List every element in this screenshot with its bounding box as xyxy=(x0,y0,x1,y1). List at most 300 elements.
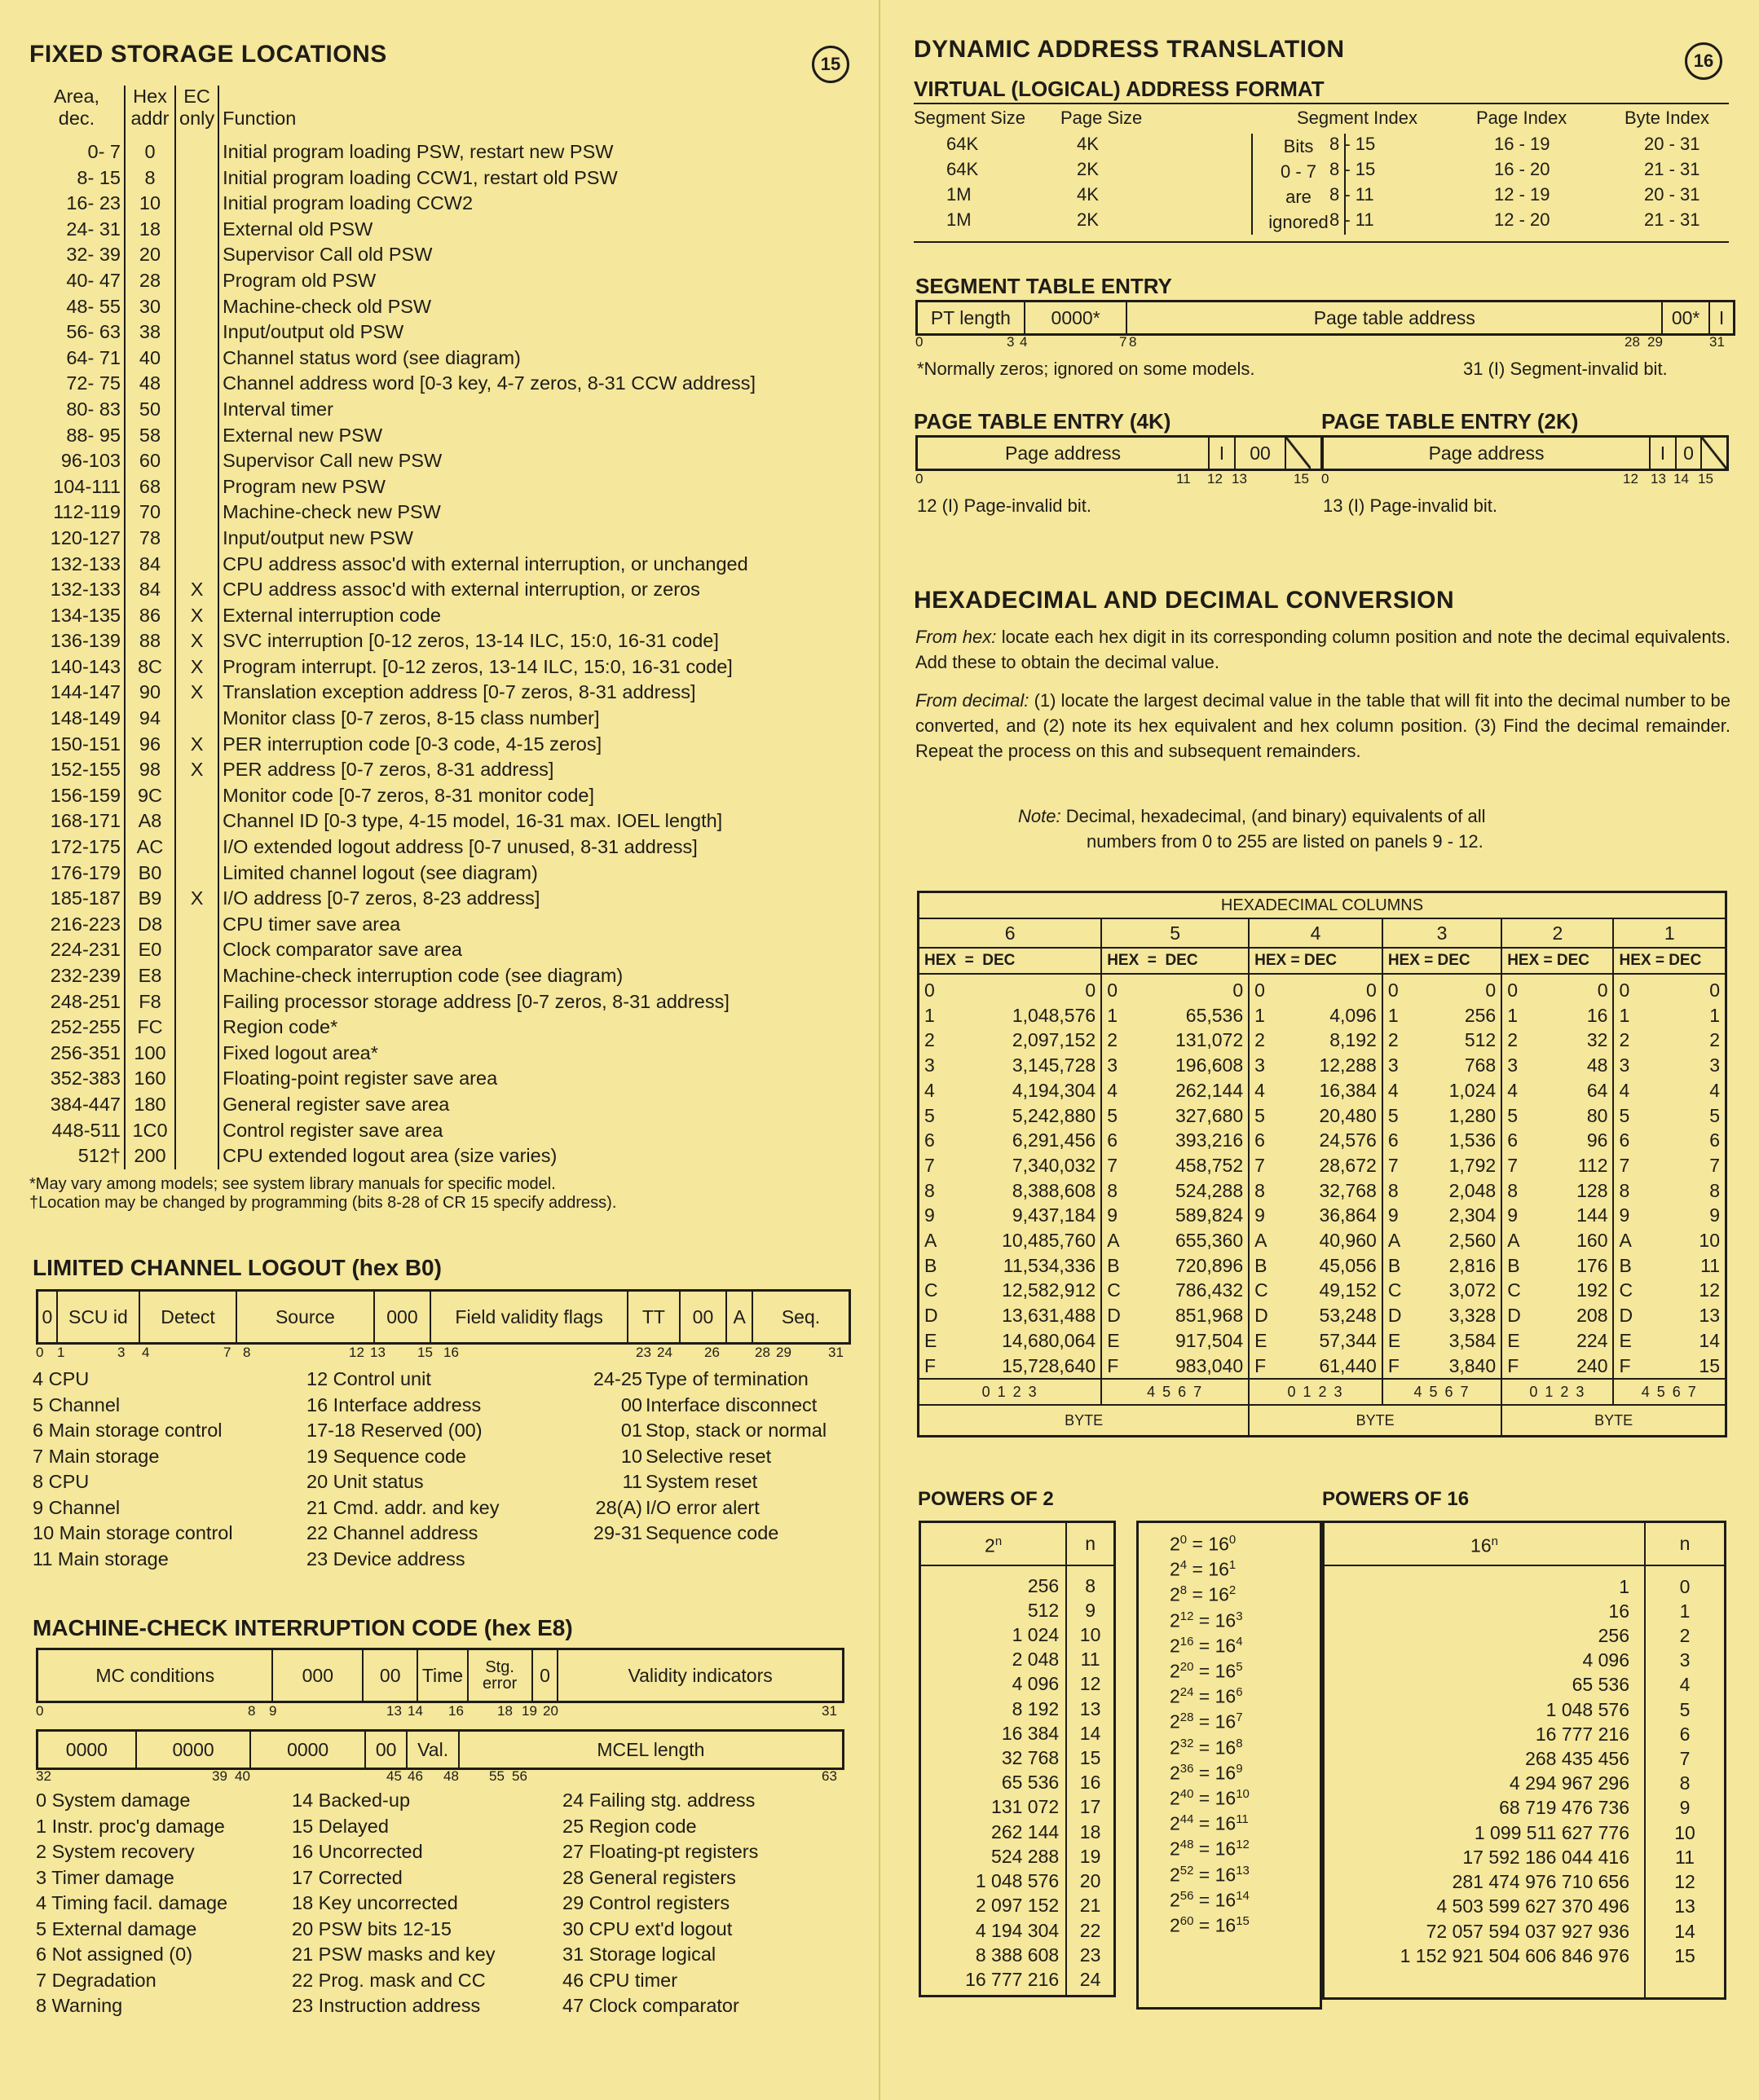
pow16-n: 2 xyxy=(1645,1623,1726,1648)
pte4-bit-numbers xyxy=(915,471,1318,487)
hex-sub-label: HEX = DEC xyxy=(919,948,1102,974)
pte2-field: Page address xyxy=(1324,438,1651,469)
pow-eq-row xyxy=(1170,1609,1243,1632)
hex-decimal: 0 xyxy=(1597,980,1608,1001)
pow-eq-exp16: 15 xyxy=(1236,1914,1250,1928)
ste-field: PT length xyxy=(918,302,1025,333)
fsl-function: Program old PSW xyxy=(223,269,377,291)
hex-decimal: 3,072 xyxy=(1448,1279,1497,1301)
fsl-ec: X xyxy=(175,603,218,629)
fsl-function: Monitor code [0-7 zeros, 8-31 monitor code] xyxy=(223,784,594,806)
fsl-row xyxy=(29,886,759,912)
hex-digit: 7 xyxy=(1249,1153,1290,1178)
fsl-row xyxy=(29,808,759,834)
fsl-area: 232-239 xyxy=(29,963,125,989)
pow16-n: 7 xyxy=(1645,1746,1726,1771)
pow2-row xyxy=(920,1598,1115,1622)
fsl-hex: 8C xyxy=(125,654,175,680)
vaf-cell: 1M xyxy=(946,209,972,230)
pow-eq-equals: = 16 xyxy=(1187,1584,1229,1606)
hex-digit: B xyxy=(1382,1253,1424,1279)
mc-col2-item: 15 Delayed xyxy=(292,1815,389,1837)
lcl-col3-code-item: 28(A) xyxy=(595,1496,642,1518)
ste-bit: 29 xyxy=(1647,334,1663,350)
hex-digit: 4 xyxy=(1382,1078,1424,1103)
pow-eq-exp16: 9 xyxy=(1236,1761,1243,1776)
hex-bit-label: 4 5 6 7 xyxy=(1101,1379,1249,1405)
pte2-title: PAGE TABLE ENTRY (2K) xyxy=(1321,409,1579,434)
vaf-rule-top xyxy=(914,103,1729,104)
hex-decimal: 262,144 xyxy=(1175,1079,1244,1101)
hex-decimal: 12,288 xyxy=(1319,1054,1377,1076)
fsl-hex: 180 xyxy=(125,1092,175,1118)
hex-decimal: 9,437,184 xyxy=(1012,1204,1096,1226)
hex-row xyxy=(919,1178,1726,1204)
hex-decimal: 8,388,608 xyxy=(1012,1179,1096,1201)
fsl-row xyxy=(29,526,759,552)
pow2-n: 19 xyxy=(1066,1844,1114,1869)
pow2-row xyxy=(920,1918,1115,1943)
pte4-bit: 0 xyxy=(915,471,924,486)
fsl-ec xyxy=(175,989,218,1015)
hex-col-numbers xyxy=(919,918,1726,948)
pow-eq-exp2: 8 xyxy=(1179,1583,1188,1598)
hex-digit: E xyxy=(1101,1328,1143,1354)
fsl-area: 132-133 xyxy=(29,577,125,603)
fsl-ec xyxy=(175,500,218,526)
mc1-field: 00 xyxy=(364,1650,418,1701)
pow-eq-row xyxy=(1170,1583,1236,1606)
mc2-bit: 56 xyxy=(512,1768,527,1784)
hex-digit: E xyxy=(1501,1328,1543,1354)
hex-decimal: 8 xyxy=(1709,1179,1720,1201)
fsl-hex: 18 xyxy=(125,217,175,243)
pow-eq-equals: = 16 xyxy=(1193,1737,1237,1759)
mc1-bit: 0 xyxy=(36,1703,44,1719)
pow-eq-row xyxy=(1170,1762,1243,1785)
fsl-ec xyxy=(175,1066,218,1092)
pow2-value: 8 192 xyxy=(1012,1697,1060,1719)
pow2-n: 8 xyxy=(1066,1574,1114,1598)
pow-eq-exp2: 36 xyxy=(1179,1761,1194,1776)
pow2-n: 17 xyxy=(1066,1794,1114,1819)
hex-digit: 4 xyxy=(919,1078,961,1103)
hex-digit: 1 xyxy=(1382,1003,1424,1028)
hex-decimal: 2,304 xyxy=(1448,1204,1497,1226)
fsl-row xyxy=(29,448,759,474)
pow2-pad xyxy=(920,1565,1115,1574)
pow16-n: 3 xyxy=(1645,1648,1726,1672)
vaf-bracket-line: Bits xyxy=(1283,136,1314,156)
pow-eq-exp2: 16 xyxy=(1179,1634,1194,1649)
lcl-bit: 0 xyxy=(36,1345,44,1360)
lcl-col2-item: 22 Channel address xyxy=(306,1522,478,1543)
lcl-field: Detect xyxy=(140,1292,237,1342)
hex-decimal: 57,344 xyxy=(1319,1329,1377,1351)
hex-decimal: 10,485,760 xyxy=(1002,1230,1096,1252)
fsl-note-2: †Location may be changed by programming (bits 8-28 of CR 15 specify address). xyxy=(29,1194,617,1212)
hex-digit: 0 xyxy=(1382,974,1424,1003)
fsl-row xyxy=(29,757,759,783)
hex-digit: 4 xyxy=(1101,1078,1143,1103)
hex-decimal: 458,752 xyxy=(1175,1154,1244,1176)
fsl-function: Program interrupt. [0-12 zeros, 13-14 ILC, 15:0, 16-31 code] xyxy=(223,655,733,677)
pow2-value: 1 024 xyxy=(1012,1624,1060,1646)
hex-digit: 4 xyxy=(1249,1078,1290,1103)
fsl-function: PER interruption code [0-3 code, 4-15 zeros] xyxy=(223,733,602,755)
fsl-row xyxy=(29,989,759,1015)
ste-note-2: 31 (I) Segment-invalid bit. xyxy=(1463,359,1668,379)
pow2-row xyxy=(920,1967,1115,1992)
pow2-row xyxy=(920,1893,1115,1917)
hex-digit: 0 xyxy=(1501,974,1543,1003)
fsl-row xyxy=(29,346,759,372)
hex-decimal: 24,576 xyxy=(1319,1129,1377,1151)
mc-col3-item: 28 General registers xyxy=(562,1866,736,1888)
pow2-n: 10 xyxy=(1066,1622,1114,1647)
pow2-value: 512 xyxy=(1027,1599,1060,1621)
mc-col3-item: 24 Failing stg. address xyxy=(562,1790,756,1811)
hex-decimal: 112 xyxy=(1577,1154,1608,1176)
pow-eq-row xyxy=(1170,1838,1250,1860)
pow2-row xyxy=(920,1574,1115,1598)
pow16-value: 256 xyxy=(1598,1625,1629,1647)
pow16-header-base: 16 xyxy=(1470,1534,1492,1556)
hex-decimal: 8,192 xyxy=(1329,1029,1377,1051)
lcl-col1-item: 10 Main storage control xyxy=(33,1522,233,1543)
hex-row xyxy=(919,1028,1726,1053)
hex-digit: 8 xyxy=(1249,1178,1290,1204)
hex-digit: 9 xyxy=(1101,1203,1143,1228)
fsl-function: Machine-check old PSW xyxy=(223,295,432,317)
hex-decimal: 15,728,640 xyxy=(1002,1354,1096,1376)
lcl-field: 0 xyxy=(38,1292,58,1342)
pow2-n: 13 xyxy=(1066,1697,1114,1721)
fsl-ec xyxy=(175,165,218,192)
fsl-row xyxy=(29,1041,759,1067)
fsl-hex: 1C0 xyxy=(125,1118,175,1144)
note-label: Note: xyxy=(1018,806,1061,826)
fsl-function: Initial program loading CCW2 xyxy=(223,192,474,214)
pow2-n: 20 xyxy=(1066,1869,1114,1893)
hex-digit: 1 xyxy=(1501,1003,1543,1028)
from-hex-label: From hex: xyxy=(915,627,997,647)
hex-digit: F xyxy=(919,1354,961,1380)
pte4-field: Page address xyxy=(918,438,1210,469)
hex-digit: D xyxy=(1101,1303,1143,1328)
hex-decimal: 1,792 xyxy=(1448,1154,1497,1176)
fsl-row xyxy=(29,242,759,268)
fsl-area: 104-111 xyxy=(29,474,125,500)
pow16-n-header: n xyxy=(1645,1522,1726,1565)
pow16-row xyxy=(1324,1599,1726,1623)
lcl-title: LIMITED CHANNEL LOGOUT (hex B0) xyxy=(33,1255,442,1280)
pow16-header-exp: n xyxy=(1491,1534,1498,1548)
fsl-function: Failing processor storage address [0-7 zeros, 8-31 address] xyxy=(223,990,730,1012)
hex-digit: 2 xyxy=(1501,1028,1543,1053)
pow-eq-exp2: 32 xyxy=(1179,1736,1194,1750)
pow-equivalence-box xyxy=(1136,1521,1322,2010)
fsl-notes xyxy=(29,1175,616,1213)
hex-decimal: 15 xyxy=(1699,1354,1720,1376)
mc-col3-item: 27 Floating-pt registers xyxy=(562,1841,759,1862)
mc-col1-item: 6 Not assigned (0) xyxy=(36,1944,193,1965)
fsl-hex: 100 xyxy=(125,1041,175,1067)
fsl-row xyxy=(29,552,759,578)
ste-bit: 28 xyxy=(1625,334,1640,350)
fsl-row xyxy=(29,834,759,861)
fsl-function: Translation exception address [0-7 zeros, 8-31 address] xyxy=(223,681,696,703)
pow2-n: 21 xyxy=(1066,1893,1114,1917)
hex-decimal: 9 xyxy=(1709,1204,1720,1226)
fsl-ec xyxy=(175,1041,218,1067)
lcl-bit: 13 xyxy=(370,1345,386,1360)
pow2-title: POWERS OF 2 xyxy=(918,1488,1054,1510)
hex-digit: 6 xyxy=(1101,1128,1143,1153)
mc-format-box-1 xyxy=(36,1648,844,1703)
lcl-field: Field validity flags xyxy=(431,1292,628,1342)
hex-digit: 0 xyxy=(1613,974,1655,1003)
note-text-1: Decimal, hexadecimal, (and binary) equivalents of all xyxy=(1060,806,1486,826)
hex-digit: A xyxy=(1101,1228,1143,1253)
hex-digit: F xyxy=(1501,1354,1543,1380)
pow2-value: 1 048 576 xyxy=(975,1870,1060,1892)
mc-col2-item: 20 PSW bits 12-15 xyxy=(292,1917,452,1939)
pow16-n: 15 xyxy=(1645,1944,1726,1968)
lcl-col3-text-item: Interface disconnect xyxy=(646,1393,818,1415)
fsl-row xyxy=(29,165,759,192)
hex-bit-label: 0 1 2 3 xyxy=(1249,1379,1382,1405)
hex-digit: 7 xyxy=(1101,1153,1143,1178)
hex-decimal: 851,968 xyxy=(1175,1305,1244,1327)
hex-byte-label: BYTE xyxy=(1249,1405,1501,1437)
fsl-function: Fixed logout area* xyxy=(223,1041,378,1063)
mc1-bit: 18 xyxy=(497,1703,513,1719)
vaf-cell: 12 - 20 xyxy=(1494,209,1550,230)
lcl-bit: 24 xyxy=(657,1345,672,1360)
note-paragraph xyxy=(1018,803,1486,854)
vaf-cell: 12 - 19 xyxy=(1494,184,1550,205)
pow-eq-exp2: 20 xyxy=(1179,1660,1194,1674)
vaf-cell: 8 - 11 xyxy=(1329,184,1374,205)
pow-eq-base2: 2 xyxy=(1170,1558,1180,1580)
fsl-ec xyxy=(175,783,218,809)
pow-eq-exp2: 24 xyxy=(1179,1685,1194,1700)
fsl-function: SVC interruption [0-12 zeros, 13-14 ILC, 15:0, 16-31 code] xyxy=(223,630,719,652)
hex-digit: F xyxy=(1101,1354,1143,1380)
hex-digit: 8 xyxy=(1382,1178,1424,1204)
hex-digit: 0 xyxy=(1249,974,1290,1003)
fsl-ec: X xyxy=(175,886,218,912)
fsl-row xyxy=(29,1143,759,1169)
note-text-2: numbers from 0 to 255 are listed on panels 9 - 12. xyxy=(1087,831,1483,852)
lcl-bit: 8 xyxy=(243,1345,251,1360)
hex-digit: A xyxy=(1501,1228,1543,1253)
hex-decimal: 3 xyxy=(1709,1054,1720,1076)
hex-digit: D xyxy=(1501,1303,1543,1328)
fsl-function: General register save area xyxy=(223,1093,450,1115)
hex-decimal: 7,340,032 xyxy=(1012,1154,1096,1176)
hex-digit: 8 xyxy=(1613,1178,1655,1204)
pow16-n: 14 xyxy=(1645,1919,1726,1944)
fsl-note-1: *May vary among models; see system library manuals for specific model. xyxy=(29,1175,556,1193)
ste-bit: 7 xyxy=(1119,334,1127,350)
mc1-field: Time xyxy=(418,1650,468,1701)
hex-decimal: 160 xyxy=(1576,1230,1608,1252)
fsl-row xyxy=(29,706,759,732)
fsl-hex: 0 xyxy=(125,139,175,165)
hex-col-number: 1 xyxy=(1613,918,1726,948)
fsl-hex: 48 xyxy=(125,371,175,397)
fsl-ec xyxy=(175,912,218,938)
hex-digit: 9 xyxy=(1382,1203,1424,1228)
col-ec: EC only xyxy=(175,86,218,130)
hex-digit: 2 xyxy=(1249,1028,1290,1053)
vaf-cell: 4K xyxy=(1077,184,1099,205)
lcl-bit: 3 xyxy=(117,1345,126,1360)
pow-eq-row xyxy=(1170,1737,1243,1759)
hex-decimal: 0 xyxy=(1485,980,1497,1001)
hex-digit: A xyxy=(1249,1228,1290,1253)
pow16-value: 1 152 921 504 606 846 976 xyxy=(1400,1944,1629,1966)
lcl-col2-item: 17-18 Reserved (00) xyxy=(306,1420,483,1441)
pow16-row xyxy=(1324,1820,1726,1845)
pte2-bit-numbers xyxy=(1321,471,1724,487)
pow-eq-base2: 2 xyxy=(1170,1635,1180,1657)
hex-decimal: 720,896 xyxy=(1175,1254,1244,1276)
fsl-row xyxy=(29,191,759,217)
lcl-col3-code-item: 00 xyxy=(620,1393,642,1415)
panel-number-15: 15 xyxy=(812,46,849,83)
hex-decimal: 1 xyxy=(1709,1004,1720,1026)
pow16-n: 1 xyxy=(1645,1599,1726,1623)
pow2-value: 2 097 152 xyxy=(975,1895,1060,1917)
pow-eq-equals: = 16 xyxy=(1193,1914,1237,1936)
hex-digit: 1 xyxy=(1101,1003,1143,1028)
hex-digit: 5 xyxy=(1382,1103,1424,1129)
hex-sub-label: HEX = DEC xyxy=(1382,948,1501,974)
fsl-function: External old PSW xyxy=(223,218,373,240)
hex-digit: B xyxy=(1249,1253,1290,1279)
hex-digit: 3 xyxy=(1249,1053,1290,1078)
hex-digit: C xyxy=(1101,1278,1143,1303)
fsl-hex: 30 xyxy=(125,294,175,320)
hex-decimal: 0 xyxy=(1085,980,1096,1001)
fsl-function: External new PSW xyxy=(223,424,383,446)
hex-digit: E xyxy=(919,1328,961,1354)
hex-decimal: 32,768 xyxy=(1319,1179,1377,1201)
hex-bit-label: 4 5 6 7 xyxy=(1382,1379,1501,1405)
fsl-row xyxy=(29,371,759,397)
pte2-bit: 0 xyxy=(1321,471,1329,486)
fsl-ec xyxy=(175,1092,218,1118)
fsl-row xyxy=(29,294,759,320)
from-dec-text: (1) locate the largest decimal value in the table that will fit into the decimal number to be converted, and (2) note its hex equivalent and hex column position. (3) Find the decimal remainder. Repeat the process on this and subsequent remainders. xyxy=(915,690,1731,761)
hex-decimal: 2,097,152 xyxy=(1012,1029,1096,1051)
hex-digit: 7 xyxy=(1501,1153,1543,1178)
pow16-value: 72 057 594 037 927 936 xyxy=(1426,1920,1629,1942)
mc-col1-item: 2 System recovery xyxy=(36,1841,195,1862)
mc-col2-item: 23 Instruction address xyxy=(292,1995,481,2016)
ste-note-1: *Normally zeros; ignored on some models. xyxy=(917,359,1255,379)
pow16-table xyxy=(1322,1521,1726,2000)
vaf-bracket-line: are xyxy=(1285,187,1312,207)
fsl-hex: 84 xyxy=(125,552,175,578)
pow-eq-row xyxy=(1170,1660,1243,1683)
vaf-header: Segment Index xyxy=(1297,108,1417,128)
hex-decimal: 327,680 xyxy=(1175,1104,1244,1126)
mc-col3-item: 46 CPU timer xyxy=(562,1969,678,1991)
pow-eq-exp16: 6 xyxy=(1236,1685,1243,1700)
fsl-hex: 160 xyxy=(125,1066,175,1092)
fsl-ec xyxy=(175,1118,218,1144)
fsl-function: Input/output new PSW xyxy=(223,526,413,548)
ste-bit: 3 xyxy=(1007,334,1015,350)
hex-sub-header xyxy=(919,948,1726,974)
fsl-area: 512† xyxy=(29,1143,125,1169)
fsl-ec: X xyxy=(175,654,218,680)
fsl-area: 48- 55 xyxy=(29,294,125,320)
pow-eq-base2: 2 xyxy=(1170,1889,1180,1911)
fsl-ec xyxy=(175,448,218,474)
fsl-ec xyxy=(175,397,218,423)
ste-bit: 0 xyxy=(915,334,924,350)
lcl-field: Seq. xyxy=(781,1305,821,1327)
pte4-title: PAGE TABLE ENTRY (4K) xyxy=(914,409,1171,434)
pow-eq-base2: 2 xyxy=(1170,1838,1180,1860)
pow16-n: 4 xyxy=(1645,1672,1726,1697)
mc2-bit: 32 xyxy=(36,1768,51,1784)
fsl-hex: 20 xyxy=(125,242,175,268)
pow-eq-equals: = 16 xyxy=(1193,1660,1237,1682)
mc2-field: 0000 xyxy=(251,1732,366,1768)
fsl-ec: X xyxy=(175,577,218,603)
pow-eq-base2: 2 xyxy=(1170,1711,1180,1733)
ste-bit: 8 xyxy=(1129,334,1137,350)
fsl-function: Floating-point register save area xyxy=(223,1068,498,1090)
lcl-field: Source xyxy=(237,1292,375,1342)
lcl-col1-item: 7 Main storage xyxy=(33,1445,160,1467)
pow16-row xyxy=(1324,1722,1726,1746)
mc-col3-item: 29 Control registers xyxy=(562,1892,730,1913)
lcl-col3-text-item: I/O error alert xyxy=(646,1496,760,1518)
hex-digit: A xyxy=(1613,1228,1655,1253)
pow16-value: 68 719 476 736 xyxy=(1499,1797,1629,1819)
hex-sub-label: HEX = DEC xyxy=(1101,948,1249,974)
hex-decimal: 256 xyxy=(1464,1004,1497,1026)
ste-bit: 4 xyxy=(1020,334,1028,350)
mc1-bit: 9 xyxy=(269,1703,277,1719)
pow2-table xyxy=(919,1521,1116,1997)
mc2-bit: 39 xyxy=(212,1768,227,1784)
vaf-cell: 8 - 15 xyxy=(1329,159,1376,179)
fsl-ec xyxy=(175,294,218,320)
pow2-row xyxy=(920,1697,1115,1721)
fsl-area: 80- 83 xyxy=(29,397,125,423)
fsl-function: Monitor class [0-7 zeros, 8-15 class number] xyxy=(223,707,600,729)
fsl-row xyxy=(29,963,759,989)
pow2-row xyxy=(920,1869,1115,1893)
hex-row xyxy=(919,1153,1726,1178)
fsl-hex: FC xyxy=(125,1015,175,1041)
hex-digit: B xyxy=(919,1253,961,1279)
fsl-area: 40- 47 xyxy=(29,268,125,294)
mc1-field: Validity indicators xyxy=(628,1664,773,1686)
lcl-col3-text-item: System reset xyxy=(646,1471,758,1492)
vaf-bracket-line: ignored xyxy=(1268,212,1329,232)
fsl-ec xyxy=(175,963,218,989)
pow2-row xyxy=(920,1721,1115,1746)
